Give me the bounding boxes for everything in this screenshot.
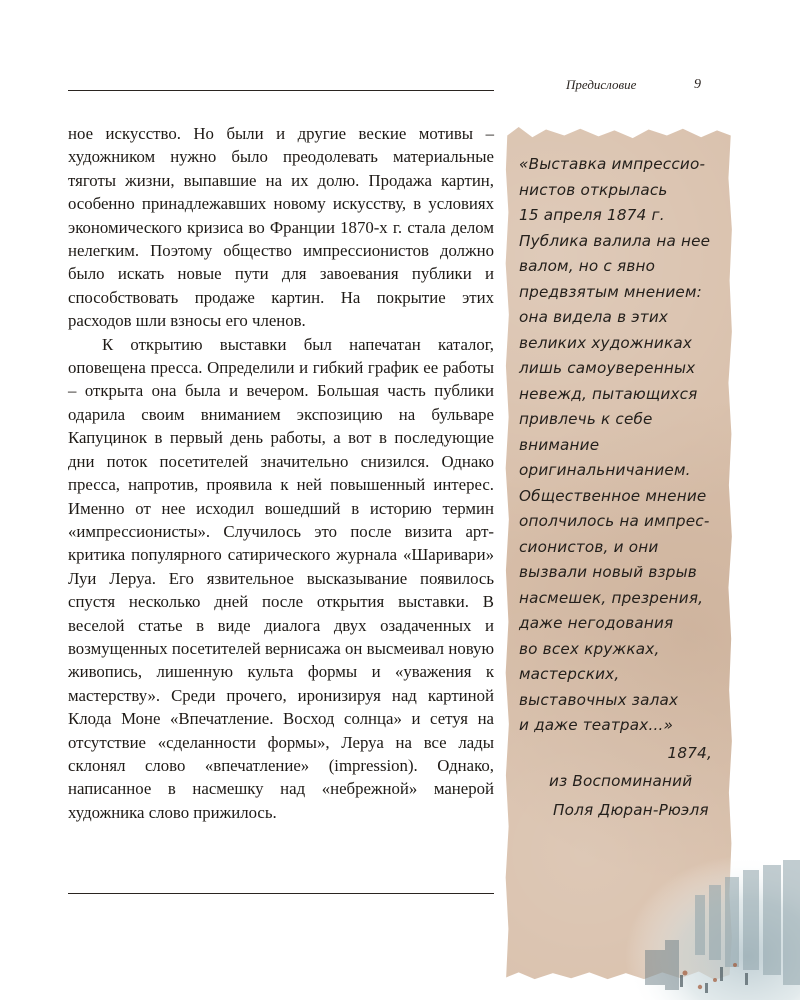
quote-line: предвзятым мнением: xyxy=(519,282,702,301)
quote-source-author: Поля Дюран-Рюэля xyxy=(553,800,709,819)
quote-line: нистов открылась xyxy=(519,180,668,199)
quote-line: и даже театрах...» xyxy=(519,716,674,734)
quote-line: лишь самоуверенных xyxy=(519,359,696,377)
quote-line: даже негодования xyxy=(519,614,674,632)
quote-line: во всех кружках, xyxy=(519,639,660,658)
quote-line: великих художниках xyxy=(519,333,693,352)
body-paragraph: ное искусство. Но были и другие веские мотивы – художником нужно было преодолевать материальные тяготы жизни, выпавшие на их долю. Продажа картин, особенно принадлежавших новому искусству, в условиях экономического кризиса во Франции 1870-х г. стала делом нелегким. Поэтому общество импрессионистов должно было искать новые пути для завоевания публики и способствовать продаже картин. На покрытие этих расходов шли взносы его членов. xyxy=(68,124,494,331)
quote-line: она видела в этих xyxy=(519,308,669,326)
quote-line: насмешек, презрения, xyxy=(519,588,704,607)
running-header-label: Предисловие xyxy=(566,77,637,92)
quote-line: Общественное мнение xyxy=(519,486,707,505)
quote-year: 1874, xyxy=(667,743,712,762)
quote-line: сионистов, и они xyxy=(519,537,659,556)
quote-line: невежд, пытающихся xyxy=(519,384,698,403)
quote-line: оригинальничанием. xyxy=(519,461,691,479)
quote-line: ополчилось на импрес- xyxy=(519,512,710,530)
street-scene-watercolor-illustration xyxy=(625,855,800,1000)
quote-line: 15 апреля 1874 г. xyxy=(519,206,665,224)
footer-rule xyxy=(68,893,494,894)
quote-line: вызвали новый взрыв xyxy=(519,563,697,581)
quote-line: внимание xyxy=(519,435,600,454)
header-rule xyxy=(68,90,494,91)
quote-line: выставочных залах xyxy=(519,690,679,709)
main-text-column xyxy=(68,122,494,824)
page-number: 9 xyxy=(694,77,701,92)
quote-line: привлечь к себе xyxy=(519,410,653,428)
quote-line: Публика валила на нее xyxy=(519,231,711,250)
body-paragraph: К открытию выставки был напечатан каталог, оповещена пресса. Определили и гибкий график ее работы – открыта она была и вечером. Большая часть публики одарила своим вниманием экспозицию на бульваре Капуцинок в первый день работы, а вот в последующие дни поток посетителей значительно снизился. Однако пресса, напротив, проявила к ней повышенный интерес. Именно от нее исходил вошедший в историю термин «импрессионисты». Случилось это после визита арт-критика популярного сатирического журнала «Шаривари» Луи Леруа. Его язвительное высказывание появилось спустя несколько дней после открытия выставки. В веселой статье в виде диалога двух озадаченных и возмущенных посетителей вернисажа он высмеивал новую живопись, лишенную культа формы и «уважения к мастерству». Среди прочего, иронизируя над картиной Клода Моне «Впечатление. Восход солнца» и сетуя на отсутствие «сделанности формы», Леруа на все лады склонял слово «впечатление» (impression). Однако, написанное в насмешку над «небрежной» манерой художника слово прижилось. xyxy=(68,334,494,822)
quote-line: валом, но с явно xyxy=(519,257,656,275)
quote-source: из Воспоминаний xyxy=(549,772,693,790)
quote-line: мастерских, xyxy=(519,665,620,683)
handwritten-quote-note xyxy=(519,152,724,823)
quote-line: «Выставка импрессио- xyxy=(519,155,706,173)
